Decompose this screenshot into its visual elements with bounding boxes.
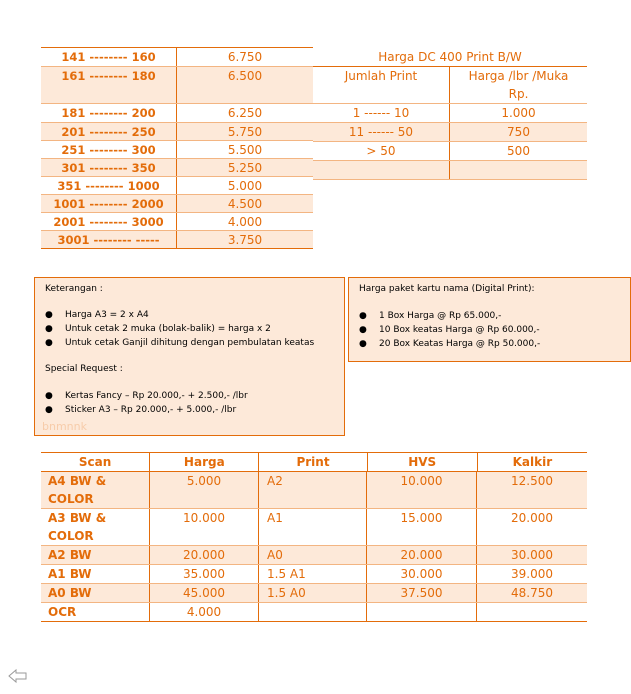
kalkir-cell: 12.500 [511,474,553,488]
header-kalkir: Kalkir [512,455,553,469]
print-cell [259,603,367,621]
scan-line: COLOR [48,529,94,543]
price-cell: 6.750 [227,50,263,64]
scan-line: COLOR [48,492,94,506]
range-cell: 161 -------- 180 [41,67,177,103]
range-cell: 141 -------- 160 [41,48,177,66]
hvs-cell: 37.500 [367,584,477,602]
qty-cell: > 50 [313,142,450,160]
business-card-title: Harga paket kartu nama (Digital Print): [359,284,535,294]
table-row [41,472,587,509]
list-item-text: 1 Box Harga @ Rp 65.000,- [379,311,502,321]
scan-cell: OCR [41,603,150,621]
table-row [41,584,587,603]
table-row [41,565,587,584]
hvs-cell: 20.000 [367,546,477,564]
hvs-cell: 10.000 [367,472,477,508]
back-arrow-icon[interactable] [8,668,28,684]
table-row [41,67,313,104]
dc400-header-qty: Jumlah Print [313,67,450,103]
price-cell: 4.500 [227,197,263,211]
scan-line: A3 BW & [48,511,107,525]
table-row [41,159,313,177]
range-cell: 1001 -------- 2000 [41,195,177,212]
table-header-row [41,452,587,472]
hvs-cell: 30.000 [367,565,477,583]
table-row [41,141,313,159]
table-row [41,213,313,231]
special-request-title: Special Request : [45,364,123,374]
range-cell: 301 -------- 350 [41,159,177,176]
range-cell: 251 -------- 300 [41,141,177,158]
harga-cell: 10.000 [150,509,259,545]
header-hvs: HVS [368,453,478,471]
header-harga: Harga [150,453,259,471]
price-cell: 6.500 [227,69,263,83]
kalkir-cell: 48.750 [511,586,553,600]
table-row [41,509,587,546]
dc400-header [313,67,587,104]
harga-cell: 45.000 [150,584,259,602]
hvs-cell [367,603,477,621]
table-row [313,104,587,123]
harga-cell: 4.000 [150,603,259,621]
list-item-text: Harga A3 = 2 x A4 [65,310,149,320]
harga-cell: 20.000 [150,546,259,564]
range-cell: 181 -------- 200 [41,104,177,122]
list-item-text: Sticker A3 – Rp 20.000,- + 5.000,- /lbr [65,405,237,415]
header-scan: Scan [41,453,150,471]
table-row [41,104,313,123]
print-cell: A2 [259,472,367,508]
kalkir-cell: 30.000 [511,548,553,562]
header-print: Print [259,453,367,471]
qty-cell: 11 ------ 50 [313,123,450,141]
table-row [313,123,587,142]
scan-cell: A1 BW [41,565,150,583]
business-card-box: Harga paket kartu nama (Digital Print): ● 1 Box Harga @ Rp 65.000,- ● 10 Box keatas Harga @ Rp 60.000,- ● 20 Box Keatas Harga @ Rp 50.000,- [348,277,631,362]
price-cell: 5.250 [227,161,263,175]
scan-cell [41,472,150,508]
table-row [313,142,587,161]
dc400-header-price-line1: Harga /lbr /Muka [468,69,569,83]
price-cell: 5.750 [227,125,263,139]
print-cell: A1 [259,509,367,545]
harga-cell: 35.000 [150,565,259,583]
scan-cell: A0 BW [41,584,150,602]
scan-cell: A2 BW [41,546,150,564]
range-cell: 3001 -------- ----- [41,231,177,248]
print-cell: A0 [259,546,367,564]
scan-print-table [41,452,587,622]
table-row [41,123,313,141]
table-row [41,231,313,249]
dc400-header-price [450,67,587,103]
list-item-text: Kertas Fancy – Rp 20.000,- + 2.500,- /lbr [65,391,248,401]
qty-cell [313,161,450,179]
kalkir-cell: 39.000 [511,567,553,581]
price-cell: 3.750 [227,233,263,247]
qty-cell: 1 ------ 10 [313,104,450,122]
list-item-text: Untuk cetak Ganjil dihitung dengan pembulatan keatas [65,338,315,348]
range-cell: 2001 -------- 3000 [41,213,177,230]
dc400-title: Harga DC 400 Print B/W [313,47,587,67]
price-cell: 750 [507,125,530,139]
dc400-header-price-line2: Rp. [508,87,529,101]
range-cell: 201 -------- 250 [41,123,177,140]
list-item-text: Untuk cetak 2 muka (bolak-balik) = harga x 2 [65,324,271,334]
print-cell: 1.5 A1 [259,565,367,583]
kalkir-cell: 20.000 [511,511,553,525]
harga-cell: 5.000 [150,472,259,508]
price-cell: 6.250 [227,106,263,120]
price-cell [450,161,587,179]
table-row [41,603,587,622]
table-row [41,48,313,67]
notes-title: Keterangan : [45,284,103,294]
hvs-cell: 15.000 [367,509,477,545]
price-cell: 1.000 [501,106,536,120]
kalkir-cell [477,603,587,621]
list-item-text: 20 Box Keatas Harga @ Rp 50.000,- [379,339,541,349]
price-cell: 500 [507,144,530,158]
price-cell: 5.000 [227,179,263,193]
table-row [41,546,587,565]
table-row [41,195,313,213]
list-item-text: 10 Box keatas Harga @ Rp 60.000,- [379,325,540,335]
watermark-text: bnmnnk [42,420,87,433]
print-cell: 1.5 A0 [259,584,367,602]
price-cell: 5.500 [227,143,263,157]
range-cell: 351 -------- 1000 [41,177,177,194]
scan-cell [41,509,150,545]
price-cell: 4.000 [227,215,263,229]
scan-line: A4 BW & [48,474,107,488]
table-row [41,177,313,195]
table-row [313,161,587,180]
notes-box: Keterangan : ● Harga A3 = 2 x A4 ● Untuk cetak 2 muka (bolak-balik) = harga x 2 ● Untuk cetak Ganjil dihitung dengan pembulatan keatas Special Request : ● Kertas Fancy – Rp 20.000,- + 2.500,- /lbr ● Sticker A3 – Rp 20.000,- + 5.000,- /lbr bnmnnk [34,277,345,436]
dc400-price-table [313,47,587,180]
quantity-price-table [41,47,313,249]
